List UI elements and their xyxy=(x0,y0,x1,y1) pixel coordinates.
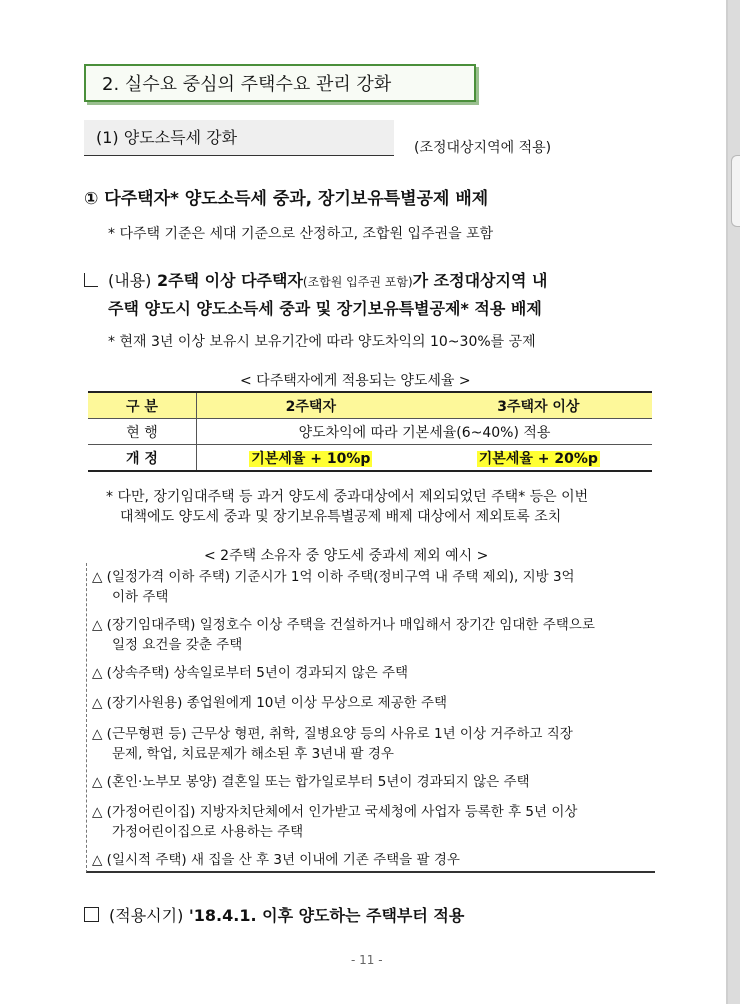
subsection-title: (1) 양도소득세 강화 xyxy=(84,120,394,156)
footnote-holding-period: * 현재 3년 이상 보유시 보유기간에 따라 양도차익의 10~30%를 공제 xyxy=(108,334,536,350)
example-item: △ (혼인·노부모 봉양) 결혼일 또는 합가일로부터 5년이 경과되지 않은 주택 xyxy=(92,774,530,790)
content-label: (내용) xyxy=(108,271,152,290)
content-part1: 2주택 이상 다주택자 xyxy=(151,271,303,290)
table-header-row xyxy=(88,392,652,419)
footnote-multi-homeowner: * 다주택 기준은 세대 기준으로 산정하고, 조합원 입주권을 포함 xyxy=(108,226,494,242)
example-item: △ (일정가격 이하 주택) 기준시가 1억 이하 주택(정비구역 내 주택 제외), 지방 3억 이하 주택 xyxy=(92,569,575,605)
content-line2-b: 양도소득세 중과 및 장기보유특별공제 xyxy=(196,299,461,318)
row-revised-label: 개 정 xyxy=(88,445,197,472)
row-revised-3house-cell xyxy=(425,445,652,472)
application-timing xyxy=(84,903,464,926)
row-revised-3house: 기본세율 + 20%p xyxy=(478,450,598,467)
page-number: - 11 - xyxy=(351,953,383,967)
row-revised-2house: 기본세율 + 10%p xyxy=(251,450,371,467)
scope-note: (조정대상지역에 적용) xyxy=(414,140,552,156)
table-row-current xyxy=(88,419,652,445)
content-line2-c: * 적용 배제 xyxy=(460,299,542,318)
examples-caption: < 2주택 소유자 중 양도세 중과세 제외 예시 > xyxy=(204,548,489,564)
footnote-exception-line-2: 대책에도 양도세 중과 및 장기보유특별공제 배제 대상에서 제외토록 조치 xyxy=(120,509,562,525)
content-paren: (조합원 입주권 포함) xyxy=(302,275,413,289)
bullet-box-icon xyxy=(84,907,99,922)
page-edge xyxy=(726,0,728,1004)
content-part2: 가 조정대상지역 내 xyxy=(412,271,548,290)
tax-rate-table xyxy=(88,391,652,472)
table-header-2house: 2주택자 xyxy=(197,392,425,419)
row-revised-2house-cell xyxy=(197,445,425,472)
row-current-value: 양도차익에 따라 기본세율(6~40%) 적용 xyxy=(197,419,653,445)
table-row-revised xyxy=(88,445,652,472)
example-item: △ (상속주택) 상속일로부터 5년이 경과되지 않은 주택 xyxy=(92,665,409,681)
content-line-2 xyxy=(108,296,542,319)
example-item: △ (근무형편 등) 근무상 형편, 취학, 질병요양 등의 사유로 1년 이상 거주하고 직장 문제, 학업, 치료문제가 해소된 후 3년내 팔 경우 xyxy=(92,726,573,762)
side-scroll-handle[interactable] xyxy=(731,155,740,227)
example-item: △ (장기임대주택) 일정호수 이상 주택을 건설하거나 매입해서 장기간 임대한 주택으로 일정 요건을 갖춘 주택 xyxy=(92,617,595,653)
bullet-box-icon xyxy=(84,273,98,287)
table-caption: < 다주택자에게 적용되는 양도세율 > xyxy=(240,373,471,389)
timing-label: (적용시기) xyxy=(109,906,184,925)
example-item: △ (가정어린이집) 지방자치단체에서 인가받고 국세청에 사업자 등록한 후 5년 이상 가정어린이집으로 사용하는 주택 xyxy=(92,804,578,840)
timing-text: '18.4.1. 이후 양도하는 주택부터 적용 xyxy=(183,906,465,925)
content-line2-a: 주택 양도시 xyxy=(108,299,197,318)
row-current-label: 현 행 xyxy=(88,419,197,445)
section-title: 2. 실수요 중심의 주택수요 관리 강화 xyxy=(84,64,476,102)
content-line-1 xyxy=(84,268,547,291)
footnote-exception-line-1: * 다만, 장기임대주택 등 과거 양도세 중과대상에서 제외되었던 주택* 등은 이번 xyxy=(106,489,589,505)
example-item: △ (장기사원용) 종업원에게 10년 이상 무상으로 제공한 주택 xyxy=(92,695,448,711)
heading-multi-homeowner: ① 다주택자* 양도소득세 중과, 장기보유특별공제 배제 xyxy=(84,189,489,209)
table-header-3house: 3주택자 이상 xyxy=(425,392,652,419)
table-header-category: 구 분 xyxy=(88,392,197,419)
example-item: △ (일시적 주택) 새 집을 산 후 3년 이내에 기존 주택을 팔 경우 xyxy=(92,852,460,868)
